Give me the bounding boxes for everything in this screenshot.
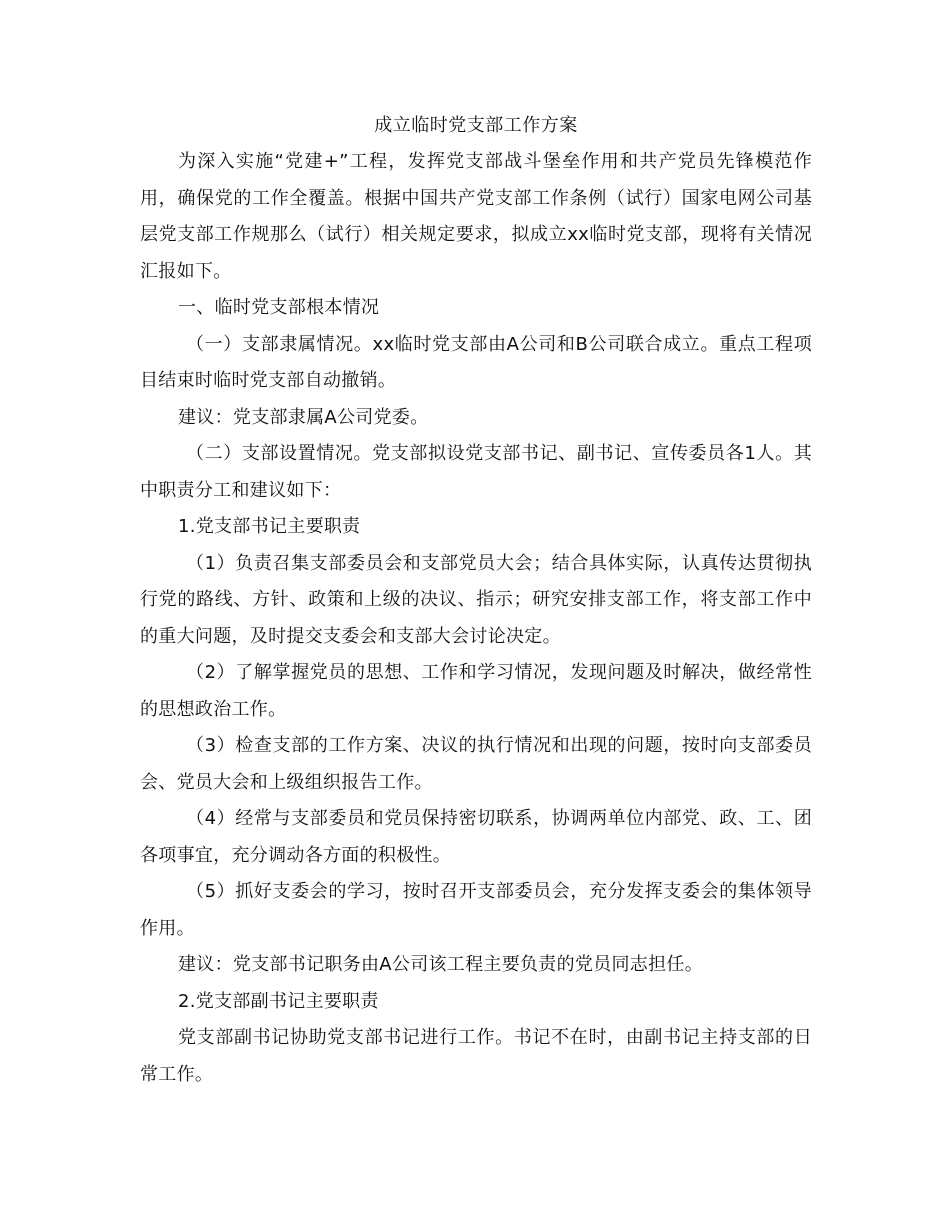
- subheading-secretary-duties: 1.党支部书记主要职责: [178, 516, 361, 537]
- paragraph-setup: （二）支部设置情况。党支部拟设党支部书记、副书记、宣传委员各1人。其中职责分工和建议如下：: [140, 443, 812, 501]
- document-title: 成立临时党支部工作方案: [374, 115, 578, 136]
- intro-paragraph: 为深入实施“党建+”工程，发挥党支部战斗堡垒作用和共产党员先锋模范作用，确保党的工作全覆盖。根据中国共产党支部工作条例（试行）国家电网公司基层党支部工作规那么（试行）相关规定要求，拟成立xx临时党支部，现将有关情况汇报如下。: [140, 151, 812, 282]
- duty-item-5: （5）抓好支委会的学习，按时召开支部委员会，充分发挥支委会的集体领导作用。: [140, 881, 812, 939]
- paragraph-affiliation-suggestion: 建议：党支部隶属A公司党委。: [178, 406, 429, 428]
- subheading-deputy-duties: 2.党支部副书记主要职责: [178, 990, 379, 1012]
- paragraph-deputy-duties: 党支部副书记协助党支部书记进行工作。书记不在时，由副书记主持支部的日常工作。: [140, 1027, 812, 1085]
- document-page: [140, 108, 812, 1093]
- paragraph-secretary-suggestion: 建议：党支部书记职务由A公司该工程主要负责的党员同志担任。: [178, 954, 704, 975]
- paragraph-affiliation: （一）支部隶属情况。xx临时党支部由A公司和B公司联合成立。重点工程项目结束时临时党支部自动撤销。: [140, 333, 812, 391]
- duty-item-2: （2）了解掌握党员的思想、工作和学习情况，发现问题及时解决，做经常性的思想政治工作。: [140, 662, 812, 720]
- duty-item-3: （3）检查支部的工作方案、决议的执行情况和出现的问题，按时向支部委员会、党员大会和上级组织报告工作。: [140, 735, 812, 793]
- section-heading-basic-info: 一、临时党支部根本情况: [178, 297, 380, 318]
- duty-item-4: （4）经常与支部委员和党员保持密切联系，协调两单位内部党、政、工、团各项事宜，充分调动各方面的积极性。: [140, 808, 812, 866]
- duty-item-1: （1）负责召集支部委员会和支部党员大会；结合具体实际，认真传达贯彻执行党的路线、方针、政策和上级的决议、指示；研究安排支部工作，将支部工作中的重大问题，及时提交支委会和支部大会讨论决定。: [140, 552, 812, 647]
